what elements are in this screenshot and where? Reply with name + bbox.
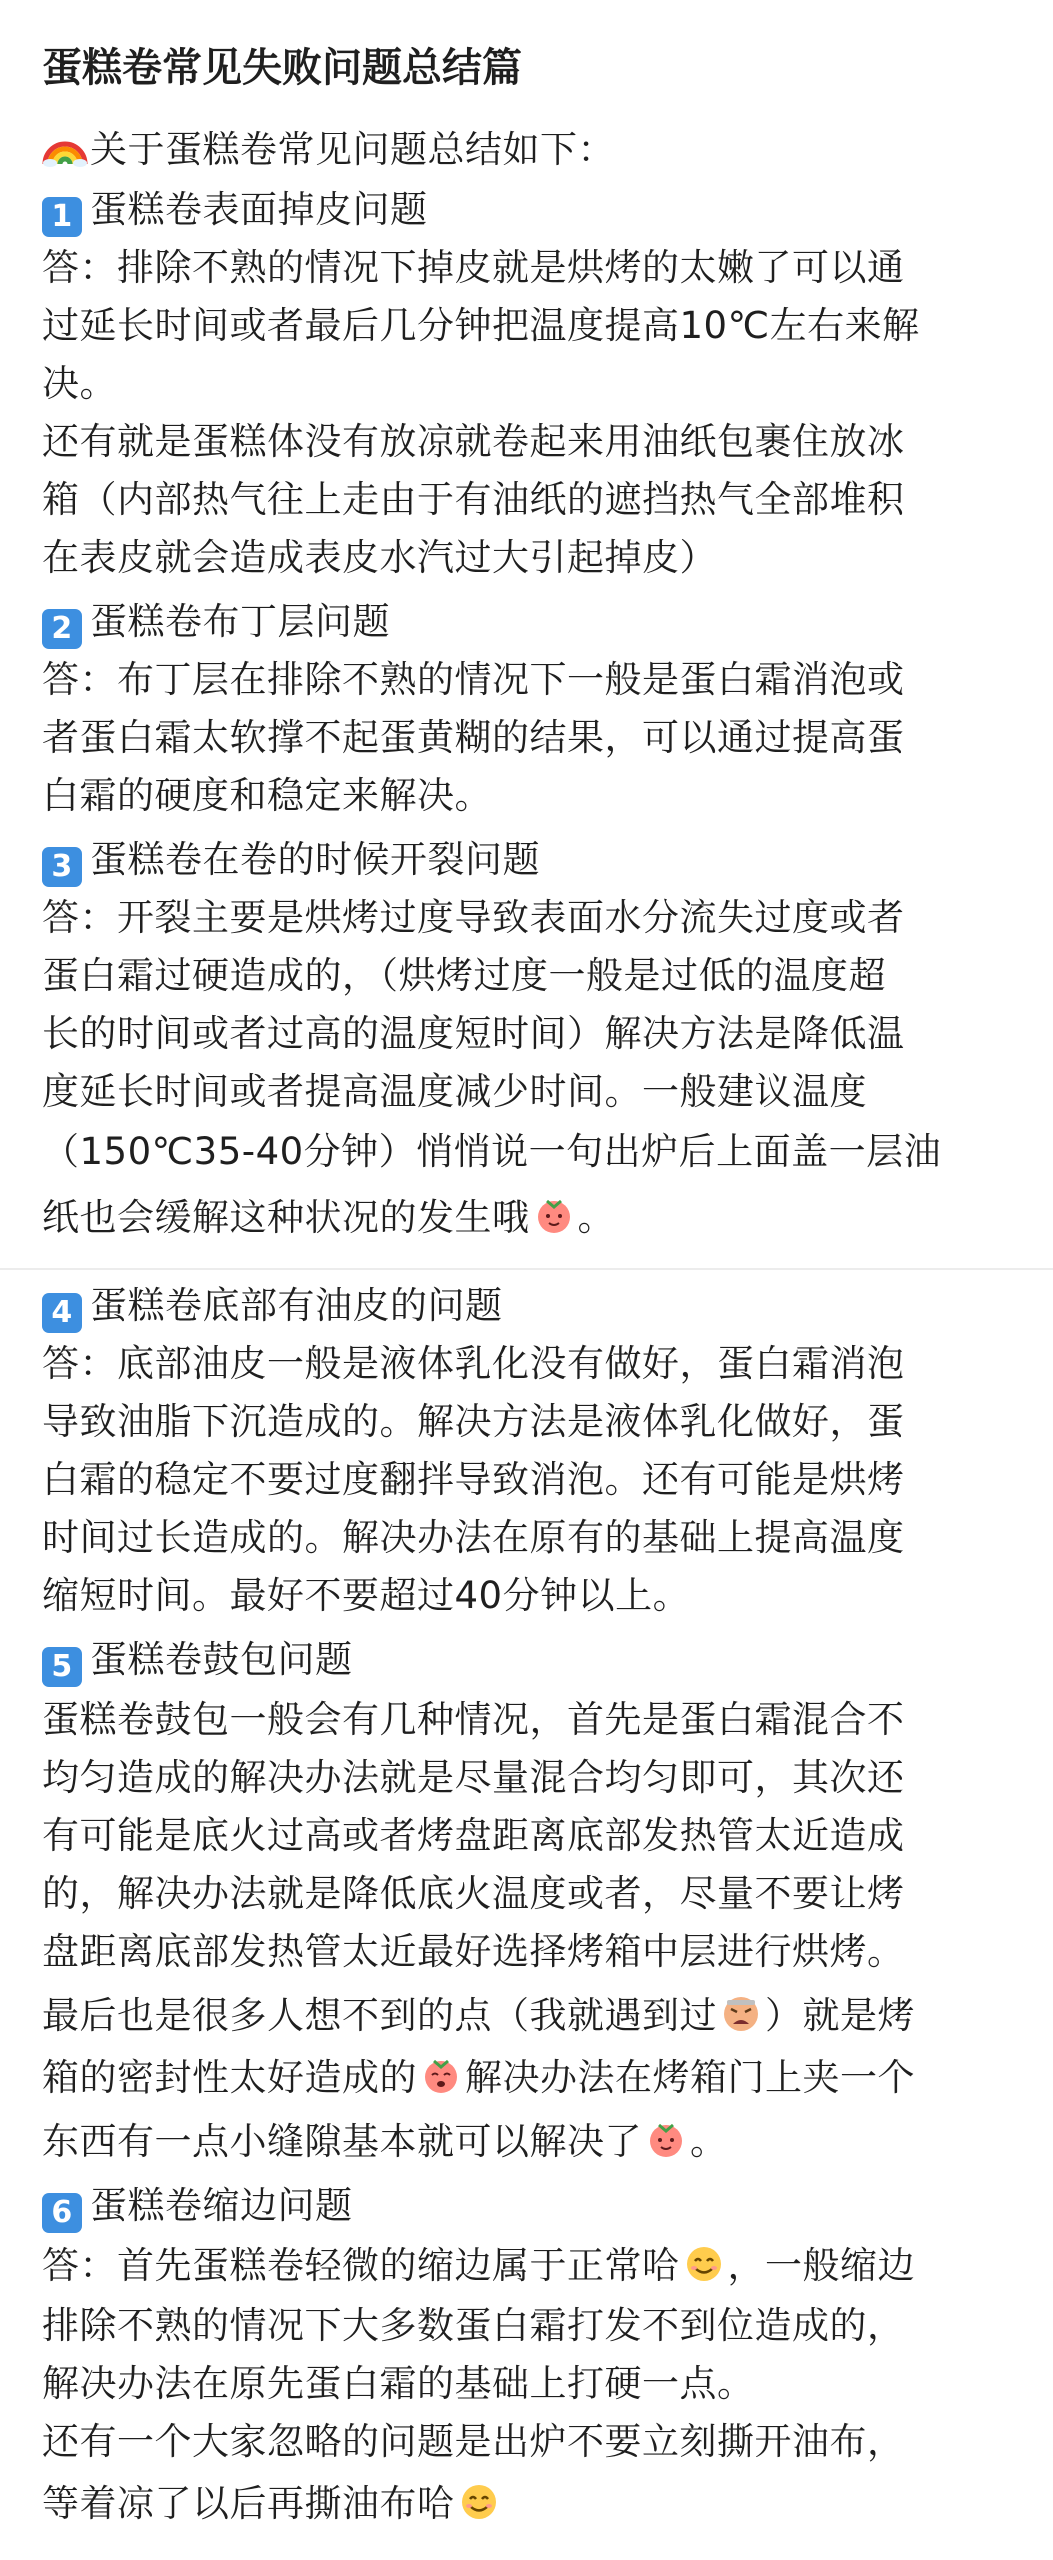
section-1-line: 过延长时间或者最后几分钟把温度提高10℃左右来解 (42, 304, 920, 347)
section-4-line: 缩短时间。最好不要超过40分钟以上。 (42, 1574, 691, 1617)
heading-text: 蛋糕卷缩边问题 (90, 2184, 353, 2227)
section-1-line: 还有就是蛋糕体没有放凉就卷起来用油纸包裹住放冰 (42, 420, 905, 463)
section-4-line: 时间过长造成的。解决办法在原有的基础上提高温度 (42, 1516, 905, 1559)
section-3-line: 长的时间或者过高的温度短时间）解决方法是降低温 (42, 1012, 905, 1055)
section-1-line: 决。 (42, 362, 117, 405)
section-6-line (42, 2240, 915, 2292)
line-text: 东西有一点小缝隙基本就可以解决了 (42, 2120, 642, 2163)
keycap-4-icon: 4 (42, 1293, 82, 1333)
section-6-heading (42, 2180, 353, 2233)
line-text: ，一般缩边 (727, 2244, 915, 2287)
section-2-line: 者蛋白霜太软撑不起蛋黄糊的结果，可以通过提高蛋 (42, 716, 905, 759)
heading-text: 蛋糕卷布丁层问题 (90, 600, 390, 643)
section-1-line: 箱（内部热气往上走由于有油纸的遮挡热气全部堆积 (42, 478, 905, 521)
section-4-line: 答：底部油皮一般是液体乳化没有做好，蛋白霜消泡 (42, 1342, 905, 1385)
smile-emoji-icon (459, 2482, 499, 2522)
section-6-line (42, 2478, 503, 2530)
section-1-line: 在表皮就会造成表皮水汽过大引起掉皮） (42, 536, 717, 579)
page-title: 蛋糕卷常见失败问题总结篇 (42, 45, 522, 91)
section-5-line: 盘距离底部发热管太近最好选择烤箱中层进行烘烤。 (42, 1930, 905, 1973)
section-4-line: 白霜的稳定不要过度翻拌导致消泡。还有可能是烘烤 (42, 1458, 905, 1501)
section-5-line (42, 2116, 728, 2168)
section-3-line: （150℃35-40分钟）悄悄说一句出炉后上面盖一层油 (42, 1130, 942, 1173)
section-3-line (42, 1192, 615, 1244)
section-2-line: 答：布丁层在排除不熟的情况下一般是蛋白霜消泡或 (42, 658, 905, 701)
section-5-line: 的，解决办法就是降低底火温度或者，尽量不要让烤 (42, 1872, 905, 1915)
line-text: 。 (690, 2120, 728, 2163)
line-text: 纸也会缓解这种状况的发生哦 (42, 1196, 530, 1239)
heading-text: 蛋糕卷鼓包问题 (90, 1638, 353, 1681)
section-3-heading (42, 834, 540, 887)
weary-emoji-icon (721, 1994, 761, 2034)
section-3-line: 蛋白霜过硬造成的，（烘烤过度一般是过低的温度超 (42, 954, 886, 997)
smile-emoji-icon (684, 2244, 724, 2284)
section-5-line: 蛋糕卷鼓包一般会有几种情况，首先是蛋白霜混合不 (42, 1698, 905, 1741)
heading-text: 蛋糕卷底部有油皮的问题 (90, 1284, 503, 1327)
line-text: 答：首先蛋糕卷轻微的缩边属于正常哈 (42, 2244, 680, 2287)
keycap-5-icon: 5 (42, 1647, 82, 1687)
section-6-line: 还有一个大家忽略的问题是出炉不要立刻撕开油布， (42, 2420, 905, 2463)
heading-text: 蛋糕卷在卷的时候开裂问题 (90, 838, 540, 881)
line-text: 解决办法在烤箱门上夹一个 (465, 2056, 915, 2099)
section-1-line: 答：排除不熟的情况下掉皮就是烘烤的太嫩了可以通 (42, 246, 905, 289)
section-5-heading (42, 1634, 353, 1687)
section-5-line (42, 2052, 915, 2104)
section-6-line: 排除不熟的情况下大多数蛋白霜打发不到位造成的， (42, 2304, 905, 2347)
section-4-line: 导致油脂下沉造成的。解决方法是液体乳化做好，蛋 (42, 1400, 905, 1443)
section-4-heading (42, 1280, 503, 1333)
blush-emoji-icon (534, 1196, 574, 1236)
intro-line (42, 124, 615, 176)
section-1-heading (42, 184, 428, 237)
keycap-3-icon: 3 (42, 847, 82, 887)
section-2-heading (42, 596, 390, 649)
section-5-line: 有可能是底火过高或者烤盘距离底部发热管太近造成 (42, 1814, 905, 1857)
rainbow-icon (42, 128, 88, 168)
heading-text: 蛋糕卷表面掉皮问题 (90, 188, 428, 231)
line-text: 等着凉了以后再撕油布哈 (42, 2482, 455, 2525)
intro-text: 关于蛋糕卷常见问题总结如下： (90, 128, 615, 171)
keycap-1-icon: 1 (42, 197, 82, 237)
keycap-2-icon: 2 (42, 609, 82, 649)
content-divider (0, 1268, 1053, 1270)
line-text: 最后也是很多人想不到的点（我就遇到过 (42, 1994, 717, 2037)
section-3-line: 度延长时间或者提高温度减少时间。一般建议温度 (42, 1070, 867, 1113)
section-2-line: 白霜的硬度和稳定来解决。 (42, 774, 492, 817)
blush-emoji-icon (646, 2120, 686, 2160)
section-5-line (42, 1990, 915, 2042)
section-3-line: 答：开裂主要是烘烤过度导致表面水分流失过度或者 (42, 896, 905, 939)
section-5-line: 均匀造成的解决办法就是尽量混合均匀即可，其次还 (42, 1756, 905, 1799)
line-text: ）就是烤 (765, 1994, 915, 2037)
blush-emoji-icon (421, 2056, 461, 2096)
section-6-line: 解决办法在原先蛋白霜的基础上打硬一点。 (42, 2362, 755, 2405)
line-text: 箱的密封性太好造成的 (42, 2056, 417, 2099)
keycap-6-icon: 6 (42, 2193, 82, 2233)
line-text: 。 (577, 1196, 615, 1239)
